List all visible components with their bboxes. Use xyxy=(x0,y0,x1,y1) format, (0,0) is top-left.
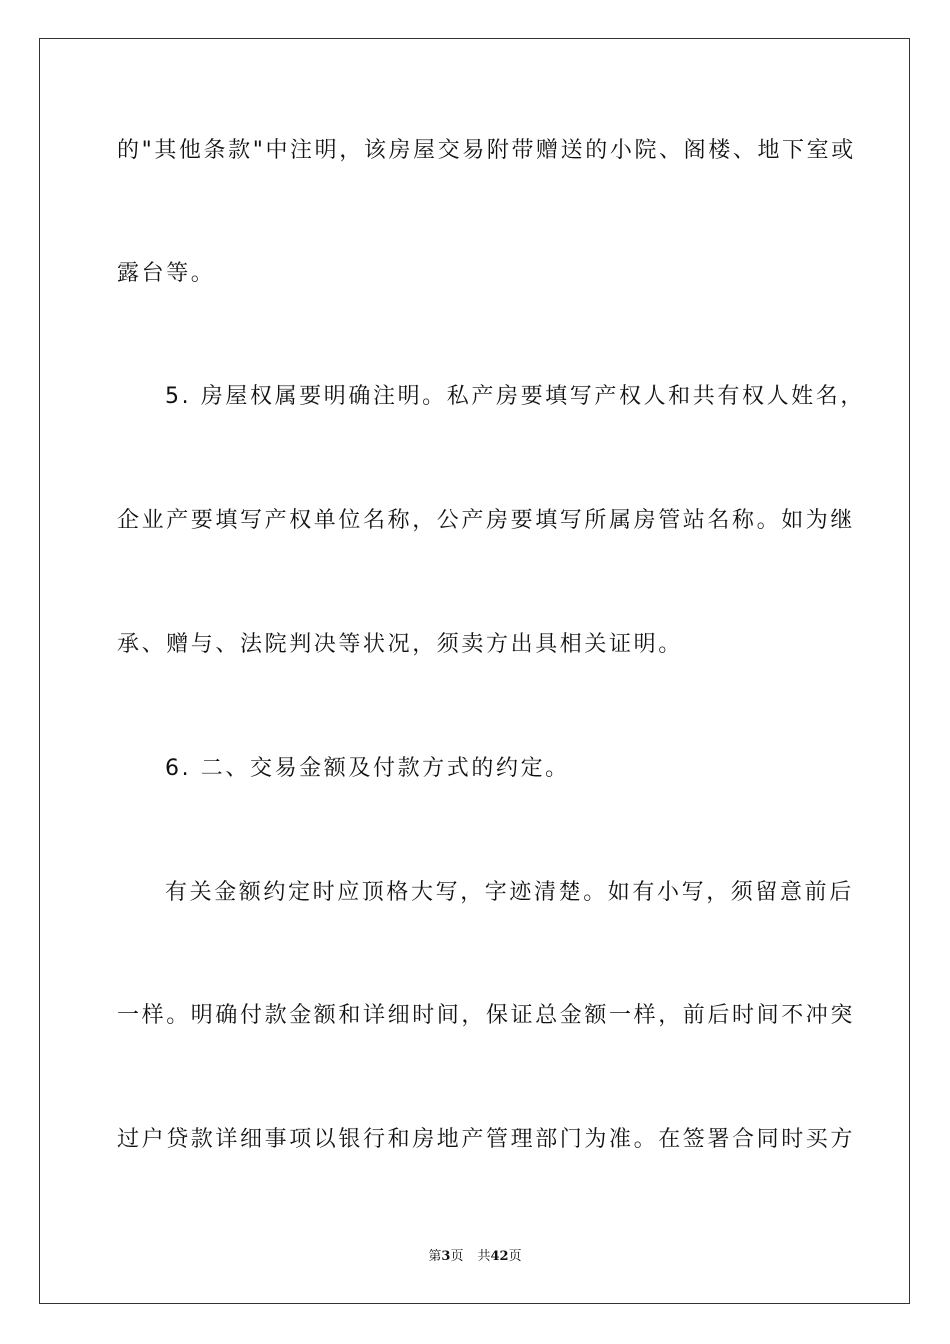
body-line-8: 一样。明确付款金额和详细时间，保证总金额一样，前后时间不冲突 xyxy=(117,1003,856,1028)
body-line-4: 企业产要填写产权单位名称，公产房要填写所属房管站名称。如为继 xyxy=(117,508,856,533)
body-line-6: 6. 二、交易金额及付款方式的约定。 xyxy=(165,756,570,781)
body-line-5: 承、赠与、法院判决等状况，须卖方出具相关证明。 xyxy=(117,632,683,657)
body-line-9: 过户贷款详细事项以银行和房地产管理部门为准。在签署合同时买方 xyxy=(117,1127,856,1152)
page-footer xyxy=(0,1248,950,1266)
body-line-7: 有关金额约定时应顶格大写，字迹清楚。如有小写，须留意前后 xyxy=(165,880,854,905)
footer-page-prefix: 第 xyxy=(428,1249,442,1264)
page-border xyxy=(39,38,910,1304)
footer-page-suffix: 页 xyxy=(450,1249,464,1264)
footer-page-number: 3 xyxy=(441,1249,451,1264)
footer-total-pages: 42 xyxy=(490,1249,509,1264)
body-line-1: 的"其他条款"中注明，该房屋交易附带赠送的小院、阁楼、地下室或 xyxy=(117,138,856,163)
footer-total-suffix: 页 xyxy=(508,1249,522,1264)
body-line-3: 5. 房屋权属要明确注明。私产房要填写产权人和共有权人姓名， xyxy=(165,384,865,409)
footer-total-prefix: 共 xyxy=(477,1249,491,1264)
body-line-2: 露台等。 xyxy=(117,261,216,286)
